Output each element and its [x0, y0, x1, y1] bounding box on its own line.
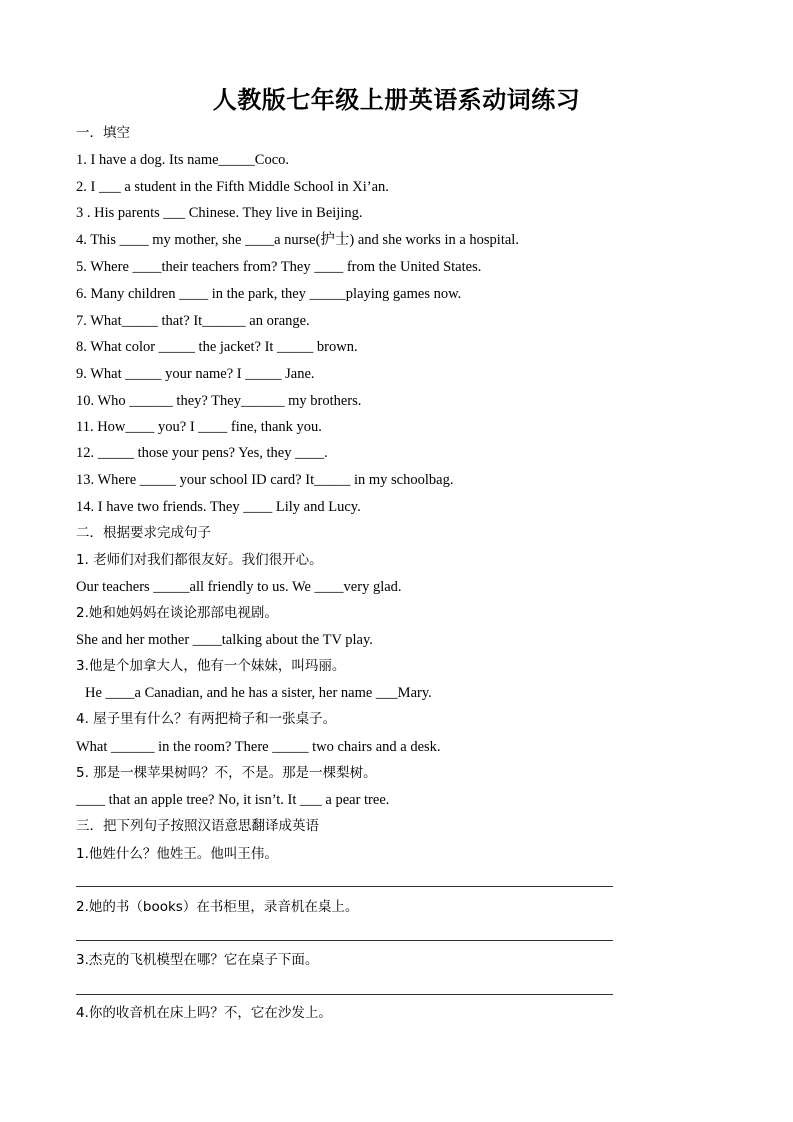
chinese-prompt: 4. 屋子里有什么？有两把椅子和一张桌子。 [76, 711, 337, 727]
question-item: 14. I have two friends. They ____ Lily and Lucy. [76, 499, 361, 515]
english-sentence: She and her mother ____talking about the TV play. [76, 632, 373, 648]
question-item: 12. _____ those your pens? Yes, they ____. [76, 445, 328, 461]
chinese-prompt: 5. 那是一棵苹果树吗？不，不是。那是一棵梨树。 [76, 765, 377, 781]
section-heading-fill-blank: 一．填空 [76, 125, 130, 141]
question-item: 13. Where _____ your school ID card? It_____ in my schoolbag. [76, 472, 454, 488]
question-item: 11. How____ you? I ____ fine, thank you. [76, 419, 322, 435]
translation-prompt: 1.他姓什么？他姓王。他叫王伟。 [76, 846, 278, 862]
question-item: 1. I have a dog. Its name_____Coco. [76, 152, 290, 168]
translation-prompt: 3.杰克的飞机模型在哪？它在桌子下面。 [76, 952, 319, 968]
question-item: 8. What color _____ the jacket? It _____ brown. [76, 339, 358, 355]
chinese-prompt: 3.他是个加拿大人，他有一个妹妹，叫玛丽。 [76, 658, 346, 674]
question-item: 2. I ___ a student in the Fifth Middle School in Xi’an. [76, 179, 389, 195]
question-item: 6. Many children ____ in the park, they _____playing games now. [76, 286, 462, 302]
section-heading-complete-sentences: 二．根据要求完成句子 [76, 525, 211, 541]
english-sentence: Our teachers _____all friendly to us. We ____very glad. [76, 579, 402, 595]
answer-line[interactable] [76, 940, 613, 941]
question-item: 3 . His parents ___ Chinese. They live in Beijing. [76, 205, 363, 221]
chinese-prompt: 2.她和她妈妈在谈论那部电视剧。 [76, 605, 278, 621]
answer-line[interactable] [76, 886, 613, 887]
question-item: 9. What _____ your name? I _____ Jane. [76, 366, 315, 382]
question-item: 7. What_____ that? It______ an orange. [76, 313, 310, 329]
english-sentence: He ____a Canadian, and he has a sister, her name ___Mary. [85, 685, 432, 701]
translation-prompt: 2.她的书（books）在书柜里，录音机在桌上。 [76, 899, 359, 915]
english-sentence: What ______ in the room? There _____ two chairs and a desk. [76, 739, 441, 755]
english-sentence: ____ that an apple tree? No, it isn’t. It ___ a pear tree. [76, 792, 390, 808]
question-item: 4. This ____ my mother, she ____a nurse(护士) and she works in a hospital. [76, 232, 519, 248]
chinese-prompt: 1. 老师们对我们都很友好。我们很开心。 [76, 552, 323, 568]
translation-prompt: 4.你的收音机在床上吗？不，它在沙发上。 [76, 1005, 332, 1021]
section-heading-translate: 三．把下列句子按照汉语意思翻译成英语 [76, 818, 319, 834]
answer-line[interactable] [76, 994, 613, 995]
page-title: 人教版七年级上册英语系动词练习 [212, 86, 581, 114]
question-item: 10. Who ______ they? They______ my brothers. [76, 393, 362, 409]
question-item: 5. Where ____their teachers from? They ____ from the United States. [76, 259, 482, 275]
